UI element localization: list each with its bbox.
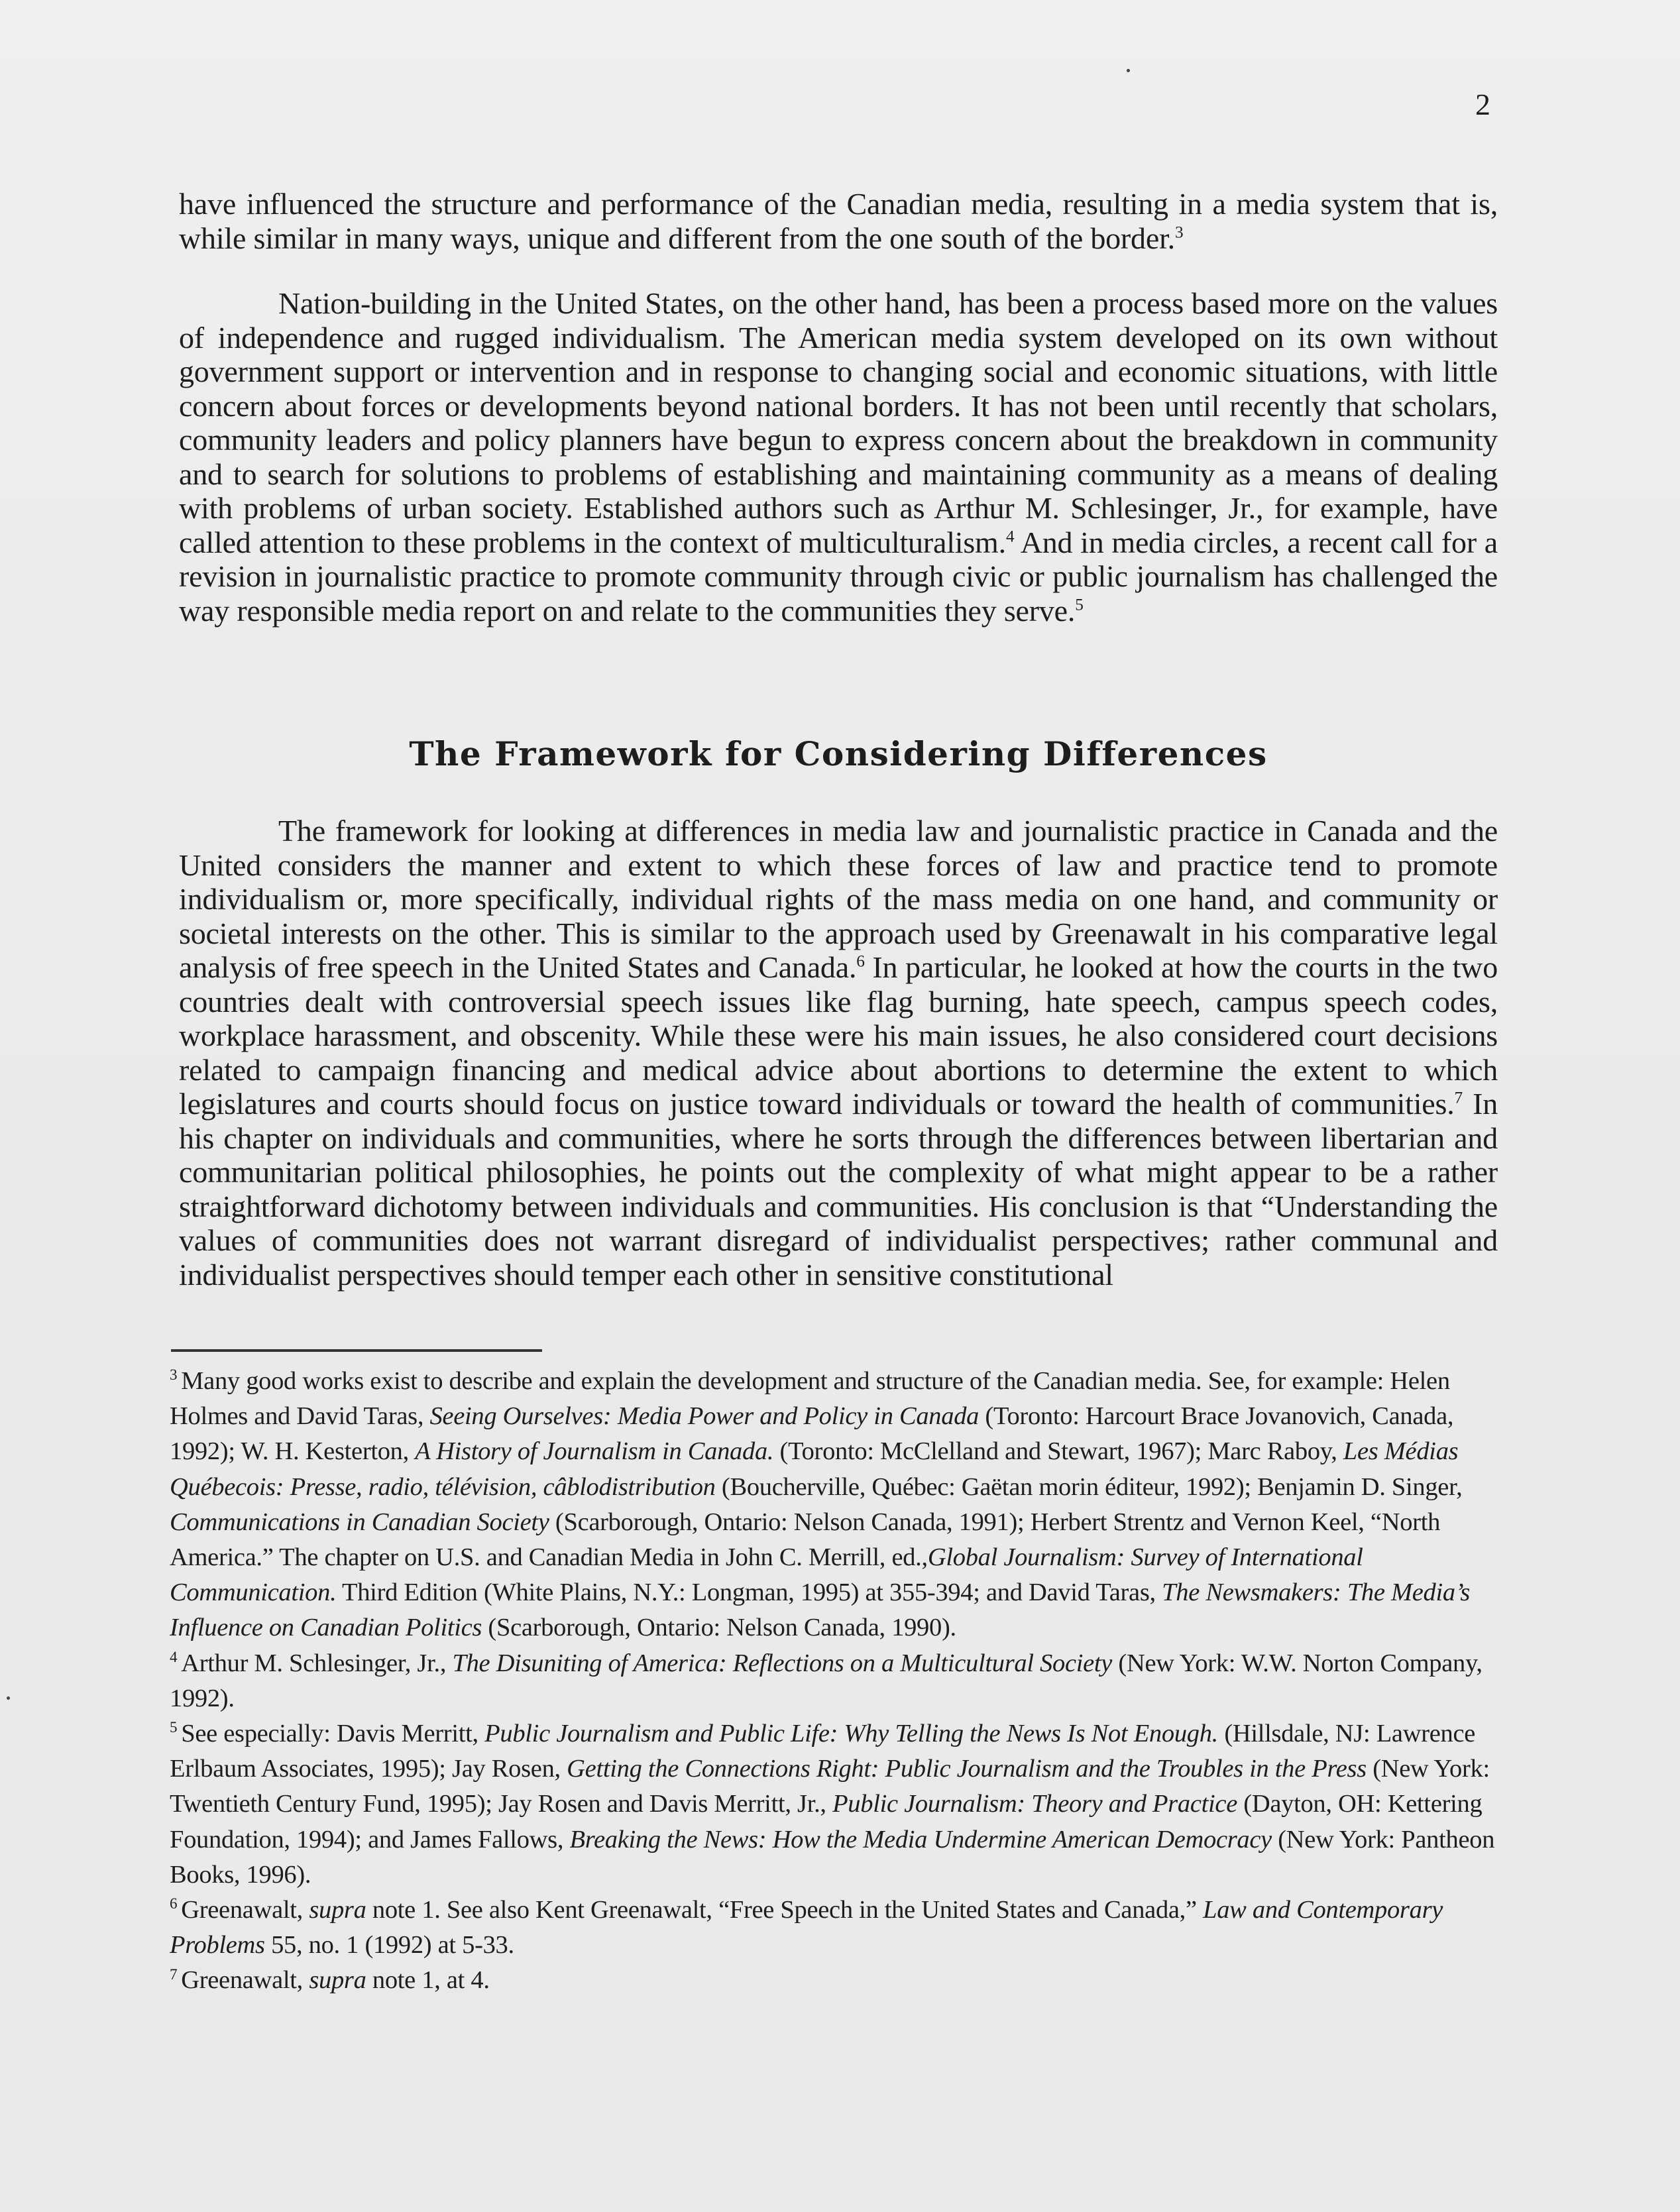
- footnote-divider: [171, 1349, 542, 1352]
- paragraph-text: In his chapter on individuals and communities, where he sorts through the differences between libertarian and communitarian political philosophies, he points out the complexity of what might appear to be a rather straightforward dichotomy between individuals and communities. His conclusion is that “Understanding the values of communities does not warrant disregard of individualist perspectives; rather communal and individualist perspectives should temper each other in sensitive constitutional: [179, 1087, 1498, 1292]
- footnote-title: Breaking the News: How the Media Undermine American Democracy: [569, 1825, 1272, 1853]
- footnote-title: Public Journalism: Theory and Practice: [832, 1790, 1237, 1818]
- footnote-title: Les Médias Québecois: Presse, radio, télévision, câblodistribution: [170, 1437, 1459, 1501]
- footnote-7: [170, 1963, 1495, 1998]
- footnote-text: Greenawalt,: [181, 1896, 309, 1924]
- footnote-title: A History of Journalism in Canada.: [415, 1437, 774, 1466]
- footnote-number: 5: [170, 1718, 178, 1736]
- footnote-number: 3: [170, 1366, 178, 1384]
- footnote-text: (Boucherville, Québec: Gaëtan morin éditeur, 1992); Benjamin D. Singer,: [715, 1472, 1463, 1501]
- footnote-title: Seeing Ourselves: Media Power and Policy in Canada: [429, 1402, 980, 1431]
- footnote-title: Communications in Canadian Society: [170, 1508, 549, 1536]
- paragraph-text: have influenced the structure and performance of the Canadian media, resulting in a media system that is, while similar in many ways, unique and different from the one south of the border.: [179, 187, 1498, 255]
- footnote-text: (Hillsdale, NJ: Lawrence Erlbaum Associates, 1995); Jay Rosen,: [170, 1720, 1476, 1783]
- footnote-title: Global Journalism: Survey of International Communication.: [170, 1543, 1363, 1607]
- footnote-text: (New York: Pantheon Books, 1996).: [170, 1825, 1495, 1889]
- paragraph-text: The framework for looking at differences in media law and journalistic practice in Canada and the United considers the manner and extent to which these forces of law and practice tend to promote individualism or, more specifically, individual rights of the mass media on one hand, and community or societal interests on the other. This is similar to the approach used by Greenawalt in his comparative legal analysis of free speech in the United States and Canada.: [179, 814, 1498, 984]
- footnote-ref-4[interactable]: 4: [1005, 527, 1015, 546]
- page-number: 2: [1475, 87, 1490, 121]
- footnote-text: note 1. See also Kent Greenawalt, “Free Speech in the United States and Canada,”: [366, 1896, 1204, 1924]
- footnote-text: (Toronto: Harcourt Brace Jovanovich, Canada, 1992); W. H. Kesterton,: [170, 1402, 1454, 1466]
- footnote-title: supra: [309, 1896, 366, 1924]
- footnote-title: Public Journalism and Public Life: Why Telling the News Is Not Enough.: [484, 1720, 1219, 1748]
- footnote-text: (New York: Twentieth Century Fund, 1995); Jay Rosen and Davis Merritt, Jr.,: [170, 1755, 1490, 1818]
- body-paragraph-3: [179, 814, 1498, 1292]
- scan-speck: [7, 1696, 10, 1700]
- footnote-text: 55, no. 1 (1992) at 5-33.: [264, 1931, 514, 1960]
- footnote-ref-3[interactable]: 3: [1174, 223, 1184, 242]
- footnote-title: Getting the Connections Right: Public Journalism and the Troubles in the Press: [567, 1755, 1367, 1783]
- footnote-6: [170, 1893, 1495, 1963]
- footnote-title: Law and Contemporary Problems: [170, 1896, 1443, 1960]
- footnote-ref-5[interactable]: 5: [1075, 595, 1084, 614]
- footnote-4: [170, 1646, 1495, 1716]
- footnote-text: (Scarborough, Ontario: Nelson Canada, 1990).: [482, 1614, 956, 1642]
- footnote-ref-7[interactable]: 7: [1454, 1088, 1463, 1107]
- footnotes-section: [170, 1364, 1495, 1999]
- footnote-text: See especially: Davis Merritt,: [181, 1720, 485, 1748]
- footnote-text: (New York: W.W. Norton Company, 1992).: [170, 1649, 1483, 1712]
- paragraph-text: And in media circles, a recent call for a revision in journalistic practice to promote community through civic or public journalism has challenged the way responsible media report on and relate to the communities they serve.: [179, 525, 1498, 628]
- paragraph-text: In particular, he looked at how the courts in the two countries dealt with controversial speech issues like flag burning, hate speech, campus speech codes, workplace harassment, and obscenity. While these were his main issues, he also considered court decisions related to campaign financing and medical advice about abortions to determine the extent to which legislatures and courts should focus on justice toward individuals or toward the health of communities.: [179, 950, 1498, 1121]
- footnote-3: [170, 1364, 1495, 1646]
- section-heading: The Framework for Considering Differences: [409, 734, 1268, 773]
- body-paragraph-2: [179, 286, 1498, 628]
- paragraph-text: Nation-building in the United States, on the other hand, has been a process based more on the values of independence and rugged individualism. The American media system developed on its own without government support or intervention and in response to changing social and economic situations, with little concern about forces or developments beyond national borders. It has not been until recently that scholars, community leaders and policy planners have begun to express concern about the breakdown in community and to search for solutions to problems of establishing and maintaining community as a means of dealing with problems of urban society. Established authors such as Arthur M. Schlesinger, Jr., for example, have called attention to these problems in the context of multiculturalism.: [179, 286, 1498, 559]
- footnote-text: Greenawalt,: [181, 1966, 309, 1995]
- scan-speck: [1127, 69, 1130, 72]
- footnote-text: (Toronto: McClelland and Stewart, 1967); Marc Raboy,: [773, 1437, 1343, 1466]
- footnote-text: note 1, at 4.: [366, 1966, 490, 1995]
- footnote-title: supra: [309, 1966, 366, 1995]
- footnote-title: The Newsmakers: The Media’s Influence on Canadian Politics: [170, 1578, 1471, 1642]
- footnote-number: 6: [170, 1895, 178, 1912]
- footnote-title: The Disuniting of America: Reflections on a Multicultural Society: [452, 1649, 1113, 1677]
- footnote-text: (Dayton, OH: Kettering Foundation, 1994); and James Fallows,: [170, 1790, 1483, 1853]
- footnote-text: Third Edition (White Plains, N.Y.: Longman, 1995) at 355-394; and David Taras,: [336, 1578, 1162, 1607]
- footnote-5: [170, 1716, 1495, 1893]
- footnote-number: 7: [170, 1965, 178, 1983]
- body-paragraph-1: [179, 187, 1498, 255]
- footnote-text: Many good works exist to describe and explain the development and structure of the Canadian media. See, for example: Helen Holmes and David Taras,: [170, 1367, 1450, 1431]
- footnote-number: 4: [170, 1647, 178, 1665]
- footnote-text: Arthur M. Schlesinger, Jr.,: [181, 1649, 453, 1677]
- footnote-ref-6[interactable]: 6: [856, 952, 865, 971]
- footnote-text: (Scarborough, Ontario: Nelson Canada, 1991); Herbert Strentz and Vernon Keel, “North America.” The chapter on U.S. and Canadian Media in John C. Merrill, ed.,: [170, 1508, 1441, 1572]
